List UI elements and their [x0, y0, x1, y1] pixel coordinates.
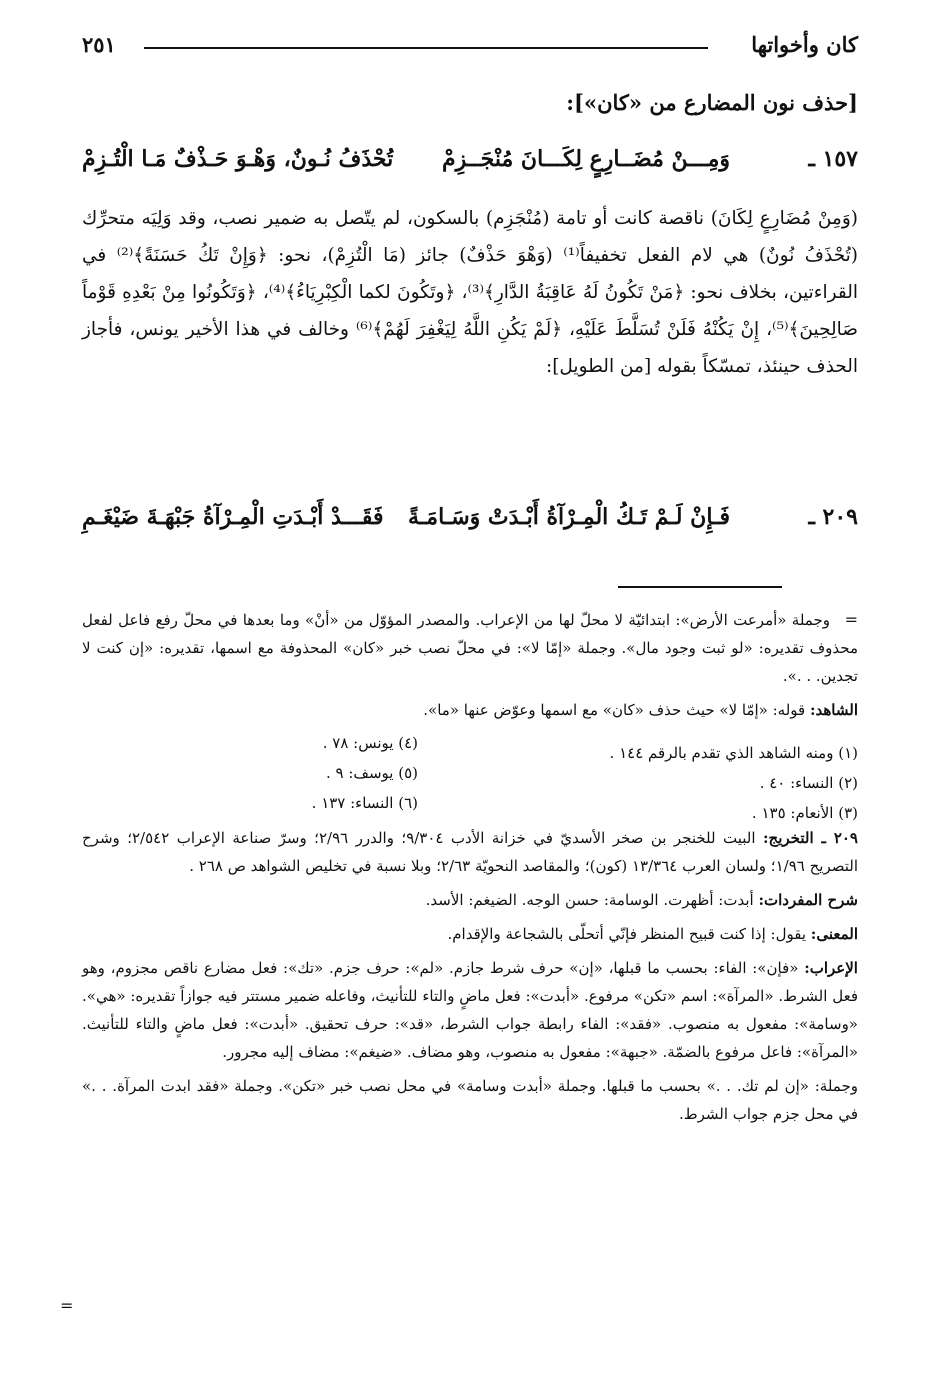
verse-second-hemistich: تُحْذَفُ نُـونٌ، وَهْـوَ حَـذْفٌ مَـا الْتُـزِمْ	[82, 146, 394, 172]
end-marker: =	[60, 1296, 74, 1315]
section-title: [حذف نون المضارع من «كان»]:	[566, 90, 858, 115]
verse-209	[82, 500, 858, 540]
footnote-6: (٦) النساء: ١٣٧ .	[311, 794, 418, 812]
takhrij-note	[82, 824, 858, 880]
verse-number: ١٥٧ ـ	[808, 146, 858, 172]
footnote-column-left	[312, 728, 418, 818]
verse-157	[82, 142, 858, 182]
irab-label: الإعراب:	[804, 959, 858, 977]
shahid-label: الشاهد:	[809, 701, 858, 719]
footnote-2: (٢) النساء: ٤٠ .	[759, 774, 858, 792]
mana-label: المعنى:	[810, 925, 858, 943]
mufradat-text: أبدت: أظهرت. الوسامة: حسن الوجه. الضيغم: الأسد.	[425, 891, 754, 909]
takhrij-text: البيت للخنجر بن صخر الأسديّ في خزانة الأدب ٩/٣٠٤؛ والدرر ٢/٩٦؛ وسرّ صناعة الإعراب ٢/٥٤٢؛ وشرح التصريح ١/٩٦؛ ولسان العرب ١٣/٣٦٤ (كون)؛ والمقاصد النحويّة ٢/٦٣؛ وبلا نسبة في تخليص الشواهد ص ٢٦٨ .	[82, 829, 858, 875]
verse-number: ٢٠٩ ـ	[808, 504, 858, 530]
header-rule	[144, 47, 708, 49]
footnote-list	[82, 730, 858, 822]
chapter-title: كان وأخواتها	[751, 32, 858, 57]
verse-first-hemistich: فَـإِنْ لَـمْ تَـكُ الْمِـرْآةُ أَبْـدَتْ وَسَـامَـةً	[408, 504, 730, 530]
note-paragraph-1: وجملة «أمرعت الأرض»: ابتدائيّة لا محلّ لها من الإعراب. والمصدر المؤوّل من «أنْ» وما بعدها في محلّ رفع فاعل لفعل محذوف تقديره: «لو ثبت وجود مال». وجملة «إمّا لا»: في محلّ نصب خبر «كان» المحذوفة مع اسمها، تقديره: «إن كنت لا تجدين. . .».	[82, 611, 858, 685]
footnote-column-right	[610, 738, 858, 828]
footnote-4: (٤) يونس: ٧٨ .	[322, 734, 418, 752]
takhrij-label: ٢٠٩ ـ التخريج:	[763, 829, 858, 847]
verse-first-hemistich: وَمِـــنْ مُضَــارِعٍ لِكَـــانَ مُنْجَــزِمْ	[442, 146, 730, 172]
irab-note	[82, 954, 858, 1066]
verse-second-hemistich: فَقَـــدْ أَبْـدَتِ الْمِـرْآةُ جَبْهَـةَ ضَيْغَـمِ	[82, 504, 384, 530]
mana-text: يقول: إذا كنت قبيح المنظر فإنّي أتحلّى بالشجاعة والإقدام.	[447, 925, 806, 943]
continuation-marker: =	[844, 610, 858, 629]
jumla-note: وجملة: «إن لم تك. . .» بحسب ما قبلها. وجملة «أبدت وسامة» في محل نصب خبر «تكن». وجملة «فقد ابدت المرآة. . .» في محل جزم جواب الشرط.	[82, 1077, 858, 1123]
footnote-1: (١) ومنه الشاهد الذي تقدم بالرقم ١٤٤ .	[609, 744, 858, 762]
footnote-separator	[618, 586, 782, 588]
mufradat-note	[82, 886, 858, 914]
footnote-3: (٣) الأنعام: ١٣٥ .	[751, 804, 858, 822]
footnotes-section	[82, 606, 858, 1134]
shahid-text: قوله: «إمّا لا» حيث حذف «كان» مع اسمها وعوّض عنها «ما».	[423, 701, 806, 719]
running-header	[82, 30, 858, 60]
footnote-5: (٥) يوسف: ٩ .	[326, 764, 418, 782]
irab-text: «فإن»: الفاء: بحسب ما قبلها، «إن» حرف شرط جازم. «لم»: حرف جزم. «تك»: فعل مضارع ناقص مجزوم، وهو فعل الشرط. «المرآة»: اسم «تكن» مرفوع. «أبدت»: فعل ماضٍ والتاء للتأنيث، وفاعله ضمير مستتر فيه جوازاً تقديره: «هي». «وسامة»: مفعول به منصوب. «فقد»: الفاء رابطة جواب الشرط، «قد»: حرف تحقيق. «أبدت»: فعل ماضٍ والتاء للتأنيث. «المرآة»: فاعل مرفوع بالضمّة. «جبهة»: مفعول به منصوب، وهو مضاف. «ضيغم»: مضاف إليه مجرور.	[82, 959, 858, 1061]
page-number: ٢٥١	[82, 32, 116, 57]
mufradat-label: شرح المفردات:	[758, 891, 858, 909]
commentary-text	[82, 200, 858, 385]
mana-note	[82, 920, 858, 948]
shahid-note	[82, 696, 858, 724]
commentary-paragraph: (وَمِنْ مُضَارِعٍ لِكَانَ) ناقصة كانت أو تامة (مُنْجَزِم) بالسكون، لم يتّصل به ضمير نصب، وقد وَلِيَه متحرِّك (تُحْذَفُ نُونٌ) هي لام الفعل تخفيفاً⁽¹⁾ (وَهْوَ حَذْفٌ) جائز (مَا الْتُزِمْ)، نحو: ﴿وَإِنْ تَكُ حَسَنَةً﴾⁽²⁾ في القراءتين، بخلاف نحو: ﴿مَنْ تَكُونُ لَهُ عَاقِبَةُ الدَّارِ﴾⁽³⁾، ﴿وتَكُونَ لكما الْكِبْرِيَاءُ﴾⁽⁴⁾، ﴿وَتَكُونُوا مِنْ بَعْدِهِ قَوْماً صَالِحِينَ﴾⁽⁵⁾، إِنْ يَكُنْهُ فَلَنْ تُسَلَّطَ عَلَيْهِ، ﴿لَمْ يَكُنِ اللَّهُ لِيَغْفِرَ لَهُمْ﴾⁽⁶⁾ وخالف في هذا الأخير يونس، فأجاز الحذف حينئذ، تمسّكاً بقوله [من الطويل]:	[82, 208, 859, 377]
